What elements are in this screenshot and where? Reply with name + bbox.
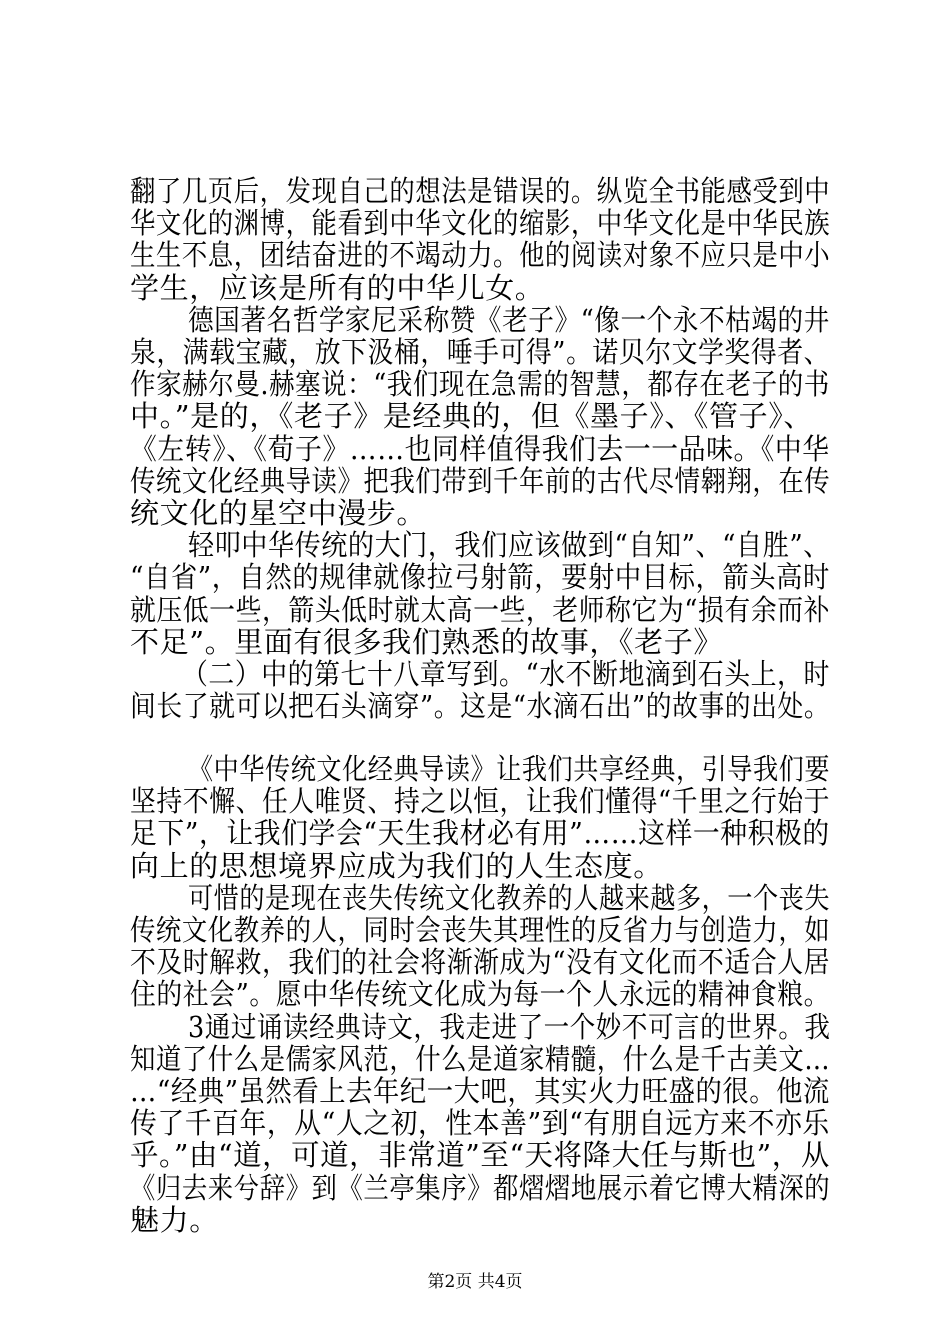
paragraph-start: 轻叩中华传统的大门，我们应该做到“自知”、“自胜”、: [188, 528, 830, 562]
text-line: 不足”。里面有很多我们熟悉的故事，《老子》: [130, 625, 723, 659]
text-line: 传统文化经典导读》把我们带到千年前的古代尽情翱翔，在传: [130, 464, 831, 498]
text-line: 中。”是的，《老子》是经典的，但《墨子》、《管子》、: [130, 399, 813, 433]
text-line: 学生，应该是所有的中华儿女。: [130, 271, 545, 305]
text-line: 传统文化教养的人，同时会丧失其理性的反省力与创造力，如: [130, 913, 831, 947]
text-line: “自省”，自然的规律就像拉弓射箭，要射中目标，箭头高时: [130, 560, 830, 594]
text-line: 就压低一些，箭头低时就太高一些，老师称它为“损有余而补: [130, 593, 831, 627]
text-line: 泉，满载宝藏，放下汲桶，唾手可得”。诺贝尔文学奖得者、: [130, 335, 831, 369]
text-line: 间长了就可以把石头滴穿”。这是“水滴石出”的故事的出处。: [130, 689, 831, 723]
paragraph-start: （二）中的第七十八章写到。“水不断地滴到石头上，时: [182, 657, 830, 691]
text-line: 向上的思想境界应成为我们的人生态度。: [130, 849, 663, 883]
text-line: 作家赫尔曼.赫塞说：“我们现在急需的智慧，都存在老子的书: [130, 367, 830, 401]
text-line: 足下”，让我们学会“天生我材必有用”……这样一种积极的: [130, 816, 830, 850]
text-line: 生生不息，团结奋进的不竭动力。他的阅读对象不应只是中小: [130, 238, 831, 272]
text-line: 魅力。: [130, 1203, 219, 1237]
text-line: 住的社会”。愿中华传统文化成为每一个人永远的精神食粮。: [130, 977, 831, 1011]
paragraph-start: 3通过诵读经典诗文，我走进了一个妙不可言的世界。我: [188, 1010, 831, 1044]
text-line: …“经典”虽然看上去年纪一大吧，其实火力旺盛的很。他流: [130, 1074, 830, 1108]
text-line: 不及时解救，我们的社会将渐渐成为“没有文化而不适合人居: [130, 945, 831, 979]
paragraph-start: 德国著名哲学家尼采称赞《老子》“像一个永不枯竭的井: [188, 303, 830, 337]
text-line: 华文化的渊博，能看到中华文化的缩影，中华文化是中华民族: [130, 206, 831, 240]
text-line: 传了千百年，从“人之初，性本善”到“有朋自远方来不亦乐: [130, 1106, 830, 1140]
text-line: 翻了几页后，发现自己的想法是错误的。纵览全书能感受到中: [130, 174, 831, 208]
text-line: 《归去来兮辞》到《兰亭集序》都熠熠地展示着它博大精深的: [130, 1171, 831, 1205]
text-line: 《左转》、《荀子》……也同样值得我们去一一品味。《中华: [130, 432, 830, 466]
page-footer: 第2页 共4页: [427, 1272, 523, 1292]
paragraph-start: 《中华传统文化经典导读》让我们共享经典，引导我们要: [188, 752, 831, 786]
text-line: 坚持不懈、任人唯贤、持之以恒，让我们懂得“千里之行始于: [130, 784, 831, 818]
text-line: 乎。”由“道，可道，非常道”至“天将降大任与斯也”，从: [130, 1138, 830, 1172]
text-line: 知道了什么是儒家风范，什么是道家精髓，什么是千古美文…: [130, 1042, 831, 1076]
text-line: 统文化的星空中漫步。: [130, 496, 427, 530]
paragraph-start: 可惜的是现在丧失传统文化教养的人越来越多，一个丧失: [188, 881, 831, 915]
